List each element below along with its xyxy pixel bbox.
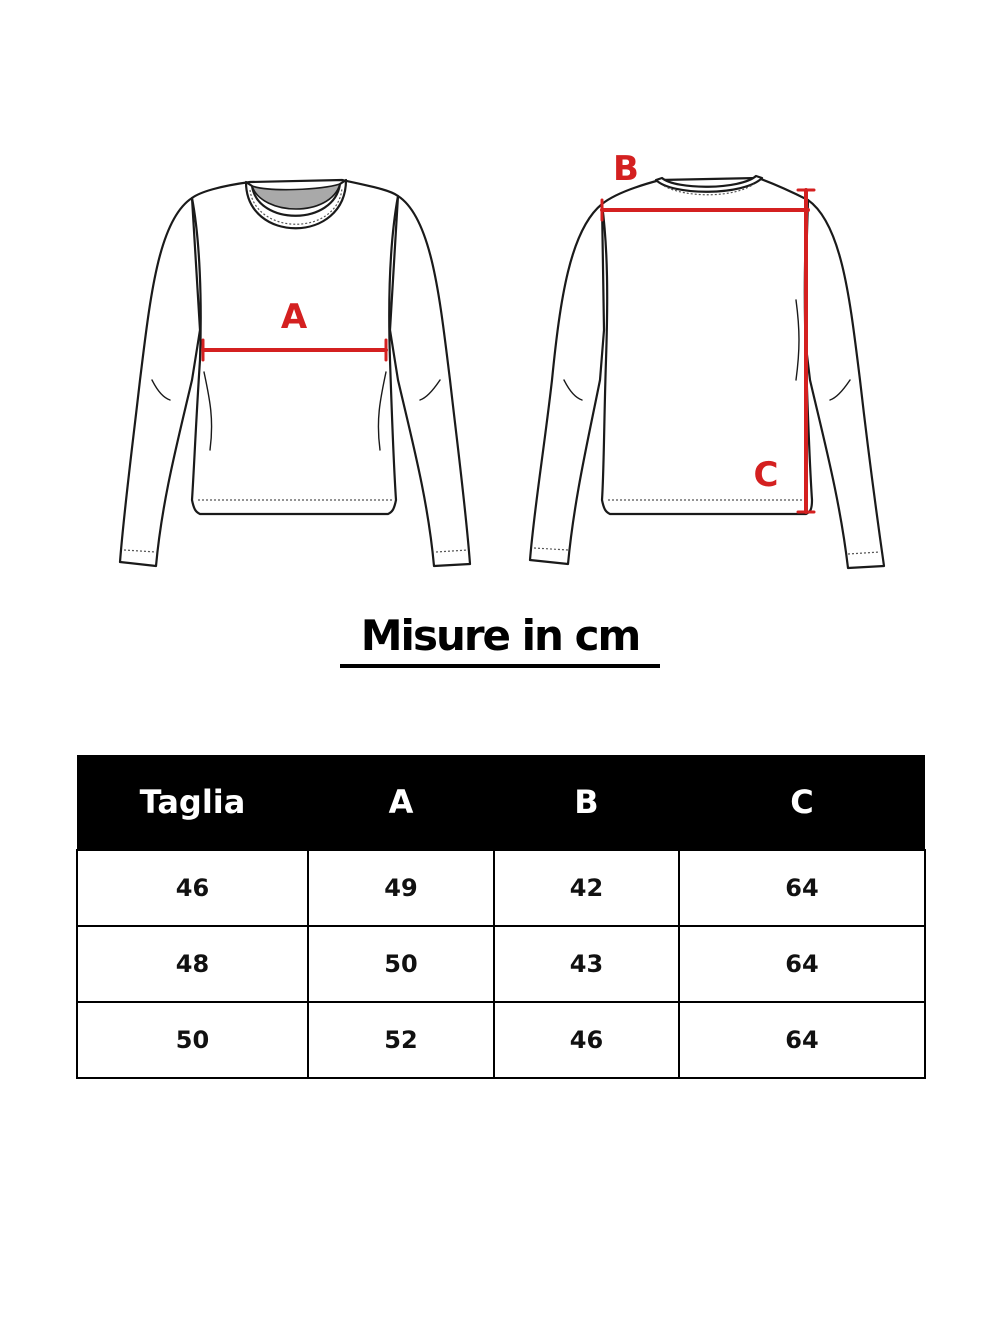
garment-diagram [0,0,1000,600]
table-row [77,926,925,1002]
table-row [77,1002,925,1078]
cell-b: 43 [494,926,679,1002]
shirt-front-view [120,180,470,566]
size-table [76,755,926,1079]
header-taglia: Taglia [77,755,308,850]
cell-c: 64 [679,1002,925,1078]
cell-b: 46 [494,1002,679,1078]
page-title: Misure in cm [360,611,640,660]
measure-label-b: B [613,149,639,189]
header-b: B [494,755,679,850]
cell-c: 64 [679,926,925,1002]
table-row [77,850,925,926]
cell-a: 49 [308,850,494,926]
title-underline [340,664,660,668]
measure-label-a: A [280,297,308,337]
cell-a: 50 [308,926,494,1002]
measure-label-c: C [753,455,779,495]
cell-taglia: 50 [77,1002,308,1078]
cell-taglia: 46 [77,850,308,926]
cell-taglia: 48 [77,926,308,1002]
cell-b: 42 [494,850,679,926]
cell-a: 52 [308,1002,494,1078]
header-a: A [308,755,494,850]
cell-c: 64 [679,850,925,926]
shirt-back-view [530,149,884,568]
header-c: C [679,755,925,850]
table-header-row [77,755,925,850]
